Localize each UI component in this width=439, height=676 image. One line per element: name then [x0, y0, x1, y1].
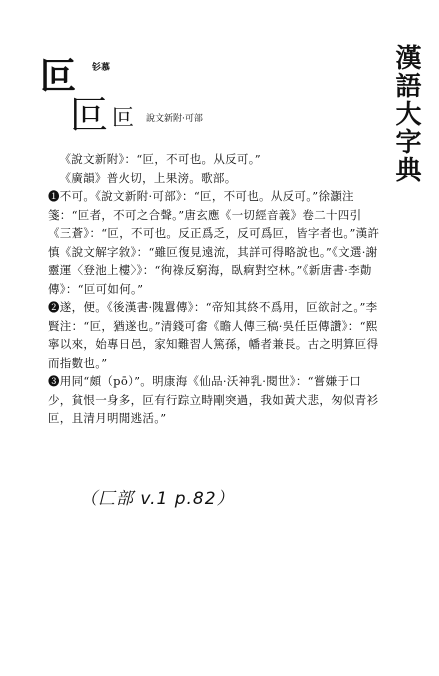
head-tag: 钐慕: [92, 63, 111, 73]
pronunciation-paragraph: 《廣韻》普火切，上果滂。歌部。: [59, 170, 237, 185]
handwritten-note: （匚部 v.1 p.82）: [80, 489, 235, 509]
etymology-paragraph: 《說文新附》：“叵，不可也。从反可。”: [59, 152, 261, 166]
dictionary-title: 漢語大字典: [391, 44, 421, 184]
definition-2: ❷遂，便。《後漢書·隗囂傳》：“帝知其終不爲用，叵欲討之。”李賢注：“叵，猶遂也。”清錢可畬《瞻人傳三稿·吳任臣傳讚》：“熙寧以來，始專日邑，家知難習人篤孫，幡者兼長。古之明算叵得而指數也。”: [48, 300, 379, 370]
definition-3: ❸用同“頗（pō）”。明康海《仙品·沃神乳·閱世》：“嘗嫌于口少，貧恨一身多，叵有行踪立畤剛突過，我如黃犬悲，匆似青衫叵，且清月明閒逃活。”: [48, 374, 379, 425]
definition-1: ❶不可。《說文新附·可部》：“叵，不可也。从反可。”徐灝注箋：“叵者，不可之合聲。”唐玄應《一切經音義》卷二十四引《三蒼》：“叵，不可也。反正爲乏，反可爲叵，皆字者也。”漢許慎《說文解字敘》：“雖叵復見遠流，其詳可得略說也。”《文選·謝靈運〈登池上樓〉》：“徇祿反窮海，臥痾對空林。”《新唐書·李勣傳》：“叵可如何。”: [48, 189, 380, 296]
entry-body: [48, 150, 384, 428]
seal-source-label: 說文新附·可部: [146, 114, 203, 124]
seal-script-character-small: 叵: [112, 106, 135, 131]
head-character: 叵: [40, 55, 77, 97]
seal-script-character: 叵: [70, 93, 109, 137]
